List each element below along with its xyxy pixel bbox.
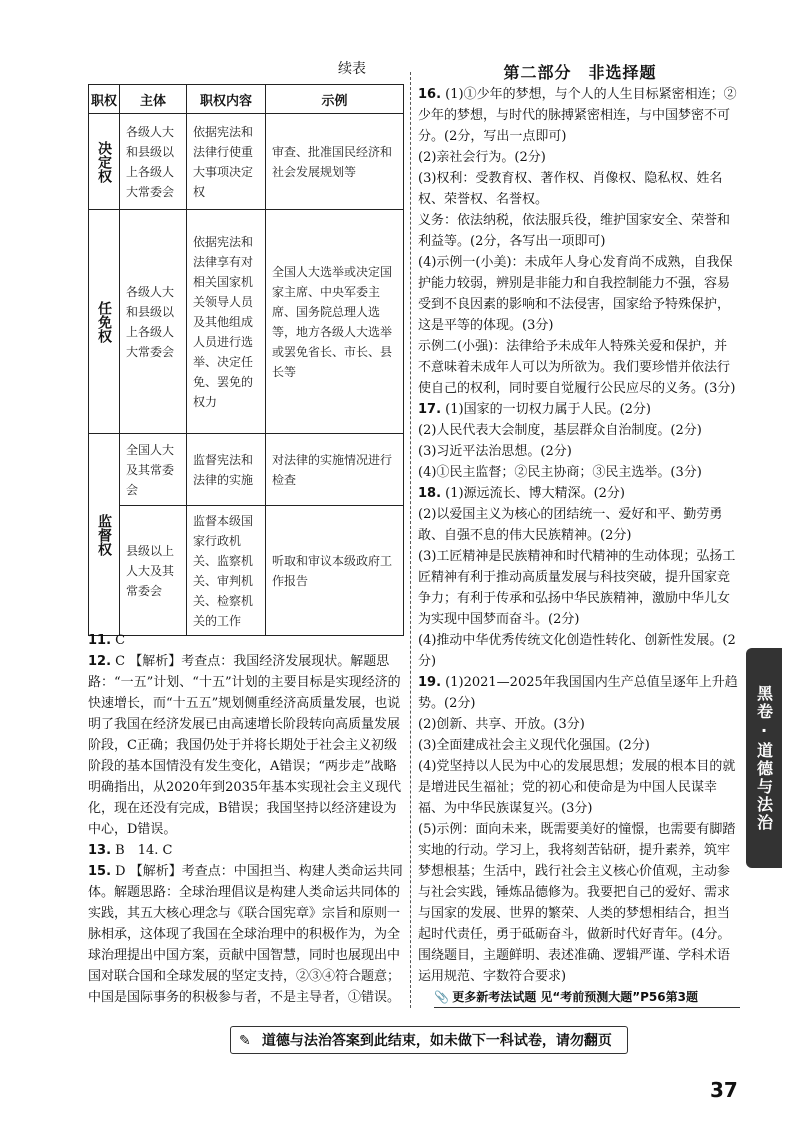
- row-subject: 各级人大和县级以上各级人大常委会: [120, 210, 187, 434]
- more-questions-link[interactable]: [434, 988, 740, 1008]
- answer-item: [418, 756, 740, 819]
- answer-text: B 14. C: [115, 843, 173, 858]
- answer-number: 17.: [418, 402, 442, 417]
- powers-table: [88, 84, 404, 636]
- table-row: [89, 506, 404, 636]
- answer-text: (2)亲社会行为。(2分): [418, 150, 546, 165]
- header-content: 职权内容: [187, 85, 266, 114]
- answer-item: [418, 210, 740, 252]
- answer-text: C: [115, 633, 126, 648]
- column-divider: [410, 72, 411, 1008]
- pen-icon: ✎: [239, 1033, 251, 1049]
- row-example: 审查、批准国民经济和社会发展规划等: [266, 114, 404, 210]
- answer-number: 15.: [88, 864, 112, 879]
- answer-item: [88, 630, 404, 651]
- answer-item: [418, 735, 740, 756]
- answer-text: (1)源远流长、博大精深。(2分): [445, 486, 626, 501]
- answer-item: [418, 672, 740, 714]
- answer-item: [418, 483, 740, 504]
- table-row: [89, 114, 404, 210]
- answer-text: (3)全面建成社会主义现代化强国。(2分): [418, 738, 650, 753]
- row-kind: 决定权: [89, 114, 120, 210]
- row-content: 依据宪法和法律享有对相关国家机关领导人员及其他组成人员进行选举、决定任免、罢免的权力: [187, 210, 266, 434]
- row-subject: 县级以上人大及其常委会: [120, 506, 187, 636]
- row-example: 听取和审议本级政府工作报告: [266, 506, 404, 636]
- row-subject: 各级人大和县级以上各级人大常委会: [120, 114, 187, 210]
- answer-text: 义务：依法纳税，依法服兵役，维护国家安全、荣誉和利益等。(2分，各写出一项即可): [418, 213, 731, 249]
- answer-item: [418, 399, 740, 420]
- answer-item: [88, 861, 404, 1008]
- section-title: 第二部分 非选择题: [503, 63, 657, 82]
- header-example: 示例: [266, 85, 404, 114]
- answer-text: (2)创新、共享、开放。(3分): [418, 717, 585, 732]
- table-continued-label: 续表: [338, 61, 366, 77]
- answer-item: [418, 462, 740, 483]
- header-kind: 职权: [89, 85, 120, 114]
- answer-item: [418, 336, 740, 399]
- answer-text: (4)示例一(小美)：未成年人身心发育尚不成熟，自我保护能力较弱，辨别是非能力和自我控制能力不强，容易受到不良因素的影响和不法侵害，国家给予特殊保护，这是平等的体现。(3分): [418, 255, 733, 333]
- row-kind: 监督权: [89, 434, 120, 636]
- answer-text: (1)①少年的梦想，与个人的人生目标紧密相连；②少年的梦想，与时代的脉搏紧密相连，与中国梦密不可分。(2分，写出一点即可): [418, 87, 737, 144]
- end-notice: [230, 1026, 628, 1054]
- answer-text: C 【解析】考查点：我国经济发展现状。解题思路：“一五”计划、“十五”计划的主要目标是实现经济的快速增长，而“十五五”规划侧重经济高质量发展，也说明了我国在经济发展已由高速增长阶段转向高质量发展阶段，C正确；我国仍处于并将长期处于社会主义初级阶段的基本国情没有发生变化，A错误；“两步走”战略明确指出，从2020年到2035年基本实现社会主义现代化，现在还没有完成，B错误；我国坚持以经济建设为中心，D错误。: [88, 654, 402, 837]
- answer-item: [418, 420, 740, 441]
- answer-item: [88, 651, 404, 840]
- answer-item: [418, 84, 740, 147]
- more-questions-text: 更多新考法试题 见“考前预测大题”P56第3题: [452, 990, 698, 1004]
- paperclip-icon: 📎: [434, 990, 449, 1004]
- answer-number: 11.: [88, 633, 112, 648]
- answer-item: [418, 252, 740, 336]
- table-header-row: [89, 85, 404, 114]
- answer-text: (4)①民主监督；②民主协商；③民主选举。(3分): [418, 465, 702, 480]
- page-number: 37: [710, 1078, 738, 1102]
- answer-text: (3)权利：受教育权、著作权、肖像权、隐私权、姓名权、荣誉权、名誉权。: [418, 171, 723, 207]
- end-notice-text: 道德与法治答案到此结束，如未做下一科试卷，请勿翻页: [261, 1033, 612, 1049]
- answer-text: (4)推动中华优秀传统文化创造性转化、创新性发展。(2分): [418, 633, 736, 669]
- left-answers: [88, 630, 404, 1008]
- answer-text: (2)以爱国主义为核心的团结统一、爱好和平、勤劳勇敢、自强不息的伟大民族精神。(2分): [418, 507, 723, 543]
- answer-item: [88, 840, 404, 861]
- answer-item: [418, 441, 740, 462]
- row-example: 全国人大选举或决定国家主席、中央军委主席、国务院总理人选等，地方各级人大选举或罢免省长、市长、县长等: [266, 210, 404, 434]
- row-kind: 任免权: [89, 210, 120, 434]
- answer-number: 13.: [88, 843, 112, 858]
- answer-number: 12.: [88, 654, 112, 669]
- row-content: 依据宪法和法律行使重大事项决定权: [187, 114, 266, 210]
- answer-text: (4)党坚持以人民为中心的发展思想；发展的根本目的就是增进民生福祉；党的初心和使命是为中国人民谋幸福、为中华民族谋复兴。(3分): [418, 759, 736, 816]
- answer-number: 18.: [418, 486, 442, 501]
- subject-side-tab: 黑卷·道德与法治: [746, 648, 782, 868]
- header-subject: 主体: [120, 85, 187, 114]
- answer-text: D 【解析】考查点：中国担当、构建人类命运共同体。解题思路：全球治理倡议是构建人类命运共同体的实践，其五大核心理念与《联合国宪章》宗旨和原则一脉相承，这体现了我国在全球治理中的积极作为，为全球治理提出中国方案，贡献中国智慧，同时也展现出中国对联合国和全球发展的坚定支持，②③④符合题意；中国是国际事务的积极参与者，不是主导者，①错误。: [88, 864, 403, 1005]
- answer-text: 示例二(小强)：法律给予未成年人特殊关爱和保护，并不意味着未成年人可以为所欲为。我们要珍惜并依法行使自己的权利，同时要自觉履行公民应尽的义务。(3分): [418, 339, 736, 396]
- answer-item: [418, 630, 740, 672]
- answer-text: (2)人民代表大会制度，基层群众自治制度。(2分): [418, 423, 702, 438]
- row-example: 对法律的实施情况进行检查: [266, 434, 404, 506]
- answer-item: [418, 147, 740, 168]
- table-row: [89, 434, 404, 506]
- answer-item: [418, 714, 740, 735]
- answer-item: [418, 168, 740, 210]
- table-row: [89, 210, 404, 434]
- answer-number: 16.: [418, 87, 442, 102]
- answer-text: (1)2021—2025年我国国内生产总值呈逐年上升趋势。(2分): [418, 675, 738, 711]
- answer-number: 19.: [418, 675, 442, 690]
- row-content: 监督本级国家行政机关、监察机关、审判机关、检察机关的工作: [187, 506, 266, 636]
- row-subject: 全国人大及其常委会: [120, 434, 187, 506]
- answer-item: [418, 546, 740, 630]
- answer-text: (1)国家的一切权力属于人民。(2分): [445, 402, 652, 417]
- right-answers: [418, 84, 740, 987]
- answer-item: [418, 504, 740, 546]
- answer-text: (5)示例：面向未来，既需要美好的憧憬，也需要有脚踏实地的行动。学习上，我将刻苦钻研，提升素养，筑牢梦想根基；生活中，践行社会主义核心价值观，主动参与社会实践，锤炼品德修为。我要把自己的爱好、需求与国家的发展、世界的繁荣、人类的梦想相结合，担当起时代责任，勇于砥砺奋斗，做新时代好青年。(4分。围绕题目，主题鲜明、表述准确、逻辑严谨、学科术语运用规范、字数符合要求): [418, 822, 736, 984]
- answer-item: [418, 819, 740, 987]
- answer-text: (3)习近平法治思想。(2分): [418, 444, 572, 459]
- row-content: 监督宪法和法律的实施: [187, 434, 266, 506]
- answer-text: (3)工匠精神是民族精神和时代精神的生动体现；弘扬工匠精神有利于推动高质量发展与科技突破，提升国家竞争力；有利于传承和弘扬中华民族精神，激励中华儿女为实现中国梦而奋斗。(2分): [418, 549, 736, 627]
